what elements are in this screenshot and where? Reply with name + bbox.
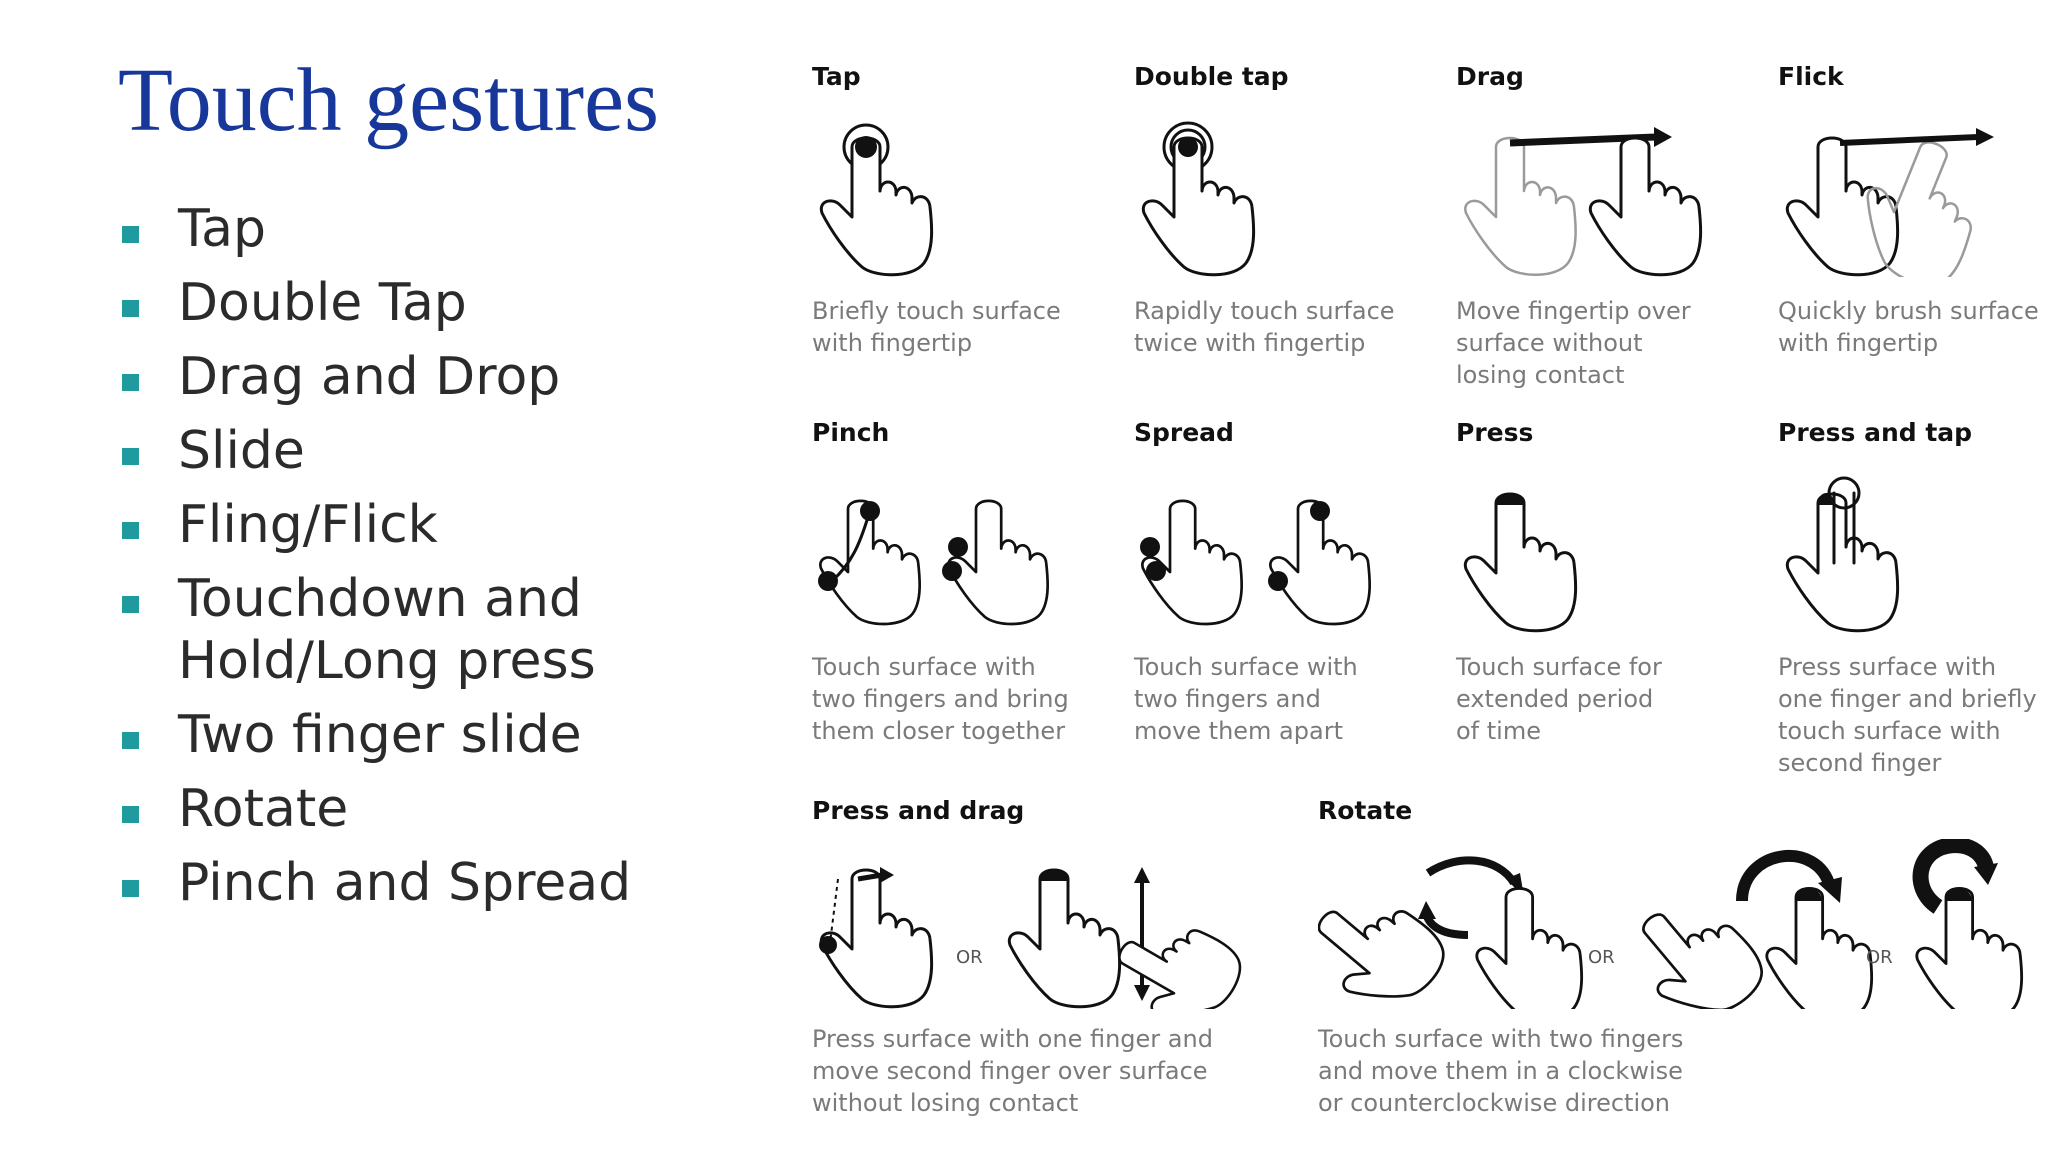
gesture-label: Press and drag — [812, 796, 1025, 825]
or-separator: OR — [1588, 947, 1615, 968]
bullet-item — [120, 272, 740, 334]
gesture-double-tap — [1134, 62, 1395, 359]
flick-hand-icon — [1778, 107, 2018, 277]
gesture-label: Flick — [1778, 62, 1844, 91]
gesture-label: Pinch — [812, 418, 890, 447]
bullet-square-icon — [122, 880, 139, 897]
bullet-square-icon — [122, 226, 139, 243]
gesture-description: Touch surface with two fingers and move them apart — [1134, 653, 1358, 745]
gesture-bullet-list — [120, 198, 740, 926]
bullet-text: Pinch and Spread — [178, 853, 632, 913]
gesture-label: Rotate — [1318, 796, 1413, 825]
bullet-square-icon — [122, 732, 139, 749]
bullet-item — [120, 494, 740, 556]
drag-hand-icon — [1456, 107, 1706, 277]
gesture-label: Tap — [812, 62, 861, 91]
tap-hand-icon — [812, 107, 952, 277]
gesture-rotate — [1318, 796, 2038, 1119]
bullet-text: Drag and Drop — [178, 347, 561, 407]
gesture-press-and-drag — [812, 796, 1272, 1119]
gesture-press-and-tap — [1778, 418, 2037, 779]
gesture-flick — [1778, 62, 2039, 359]
bullet-text: Touchdown and Hold/Long press — [178, 569, 596, 691]
bullet-item — [120, 346, 740, 408]
spread-hand-icon — [1134, 463, 1394, 633]
gesture-description: Move fingertip over surface without losing contact — [1456, 297, 1691, 389]
gesture-label: Drag — [1456, 62, 1524, 91]
gesture-press — [1456, 418, 1662, 747]
gesture-description: Press surface with one finger and move second finger over surface without losing contact — [812, 1025, 1213, 1117]
bullet-item — [120, 852, 740, 914]
gesture-label: Spread — [1134, 418, 1234, 447]
bullet-square-icon — [122, 522, 139, 539]
bullet-square-icon — [122, 300, 139, 317]
bullet-item — [120, 198, 740, 260]
press-and-drag-hand-icon — [812, 839, 1272, 1009]
double-tap-hand-icon — [1134, 107, 1274, 277]
bullet-item — [120, 420, 740, 482]
slide-title: Touch gestures — [118, 51, 660, 150]
or-separator: OR — [956, 947, 983, 968]
rotate-hand-icon — [1318, 839, 2038, 1009]
bullet-square-icon — [122, 448, 139, 465]
gesture-description: Touch surface with two fingers and move them in a clockwise or counterclockwise direction — [1318, 1025, 1684, 1117]
gesture-description: Press surface with one finger and briefly touch surface with second finger — [1778, 653, 2037, 777]
gesture-description: Quickly brush surface with fingertip — [1778, 297, 2039, 357]
bullet-text: Tap — [178, 199, 267, 259]
gesture-description: Touch surface with two fingers and bring them closer together — [812, 653, 1069, 745]
gesture-pinch — [812, 418, 1072, 747]
bullet-square-icon — [122, 374, 139, 391]
bullet-text: Slide — [178, 421, 305, 481]
gesture-label: Press — [1456, 418, 1534, 447]
bullet-text: Fling/Flick — [178, 495, 438, 555]
bullet-square-icon — [122, 806, 139, 823]
gesture-description: Touch surface for extended period of time — [1456, 653, 1662, 745]
press-hand-icon — [1456, 463, 1596, 633]
bullet-item — [120, 778, 740, 840]
gesture-tap — [812, 62, 1061, 359]
gesture-drag — [1456, 62, 1706, 391]
pinch-hand-icon — [812, 463, 1072, 633]
bullet-square-icon — [122, 596, 139, 613]
bullet-text: Rotate — [178, 779, 349, 839]
gesture-label: Press and tap — [1778, 418, 1973, 447]
press-and-tap-hand-icon — [1778, 463, 1918, 633]
bullet-item — [120, 704, 740, 766]
or-separator: OR — [1866, 947, 1893, 968]
gesture-description: Briefly touch surface with fingertip — [812, 297, 1061, 357]
bullet-text: Two finger slide — [178, 705, 582, 765]
gesture-spread — [1134, 418, 1394, 747]
bullet-item — [120, 568, 740, 692]
gesture-label: Double tap — [1134, 62, 1289, 91]
bullet-text: Double Tap — [178, 273, 467, 333]
gesture-description: Rapidly touch surface twice with fingertip — [1134, 297, 1395, 357]
